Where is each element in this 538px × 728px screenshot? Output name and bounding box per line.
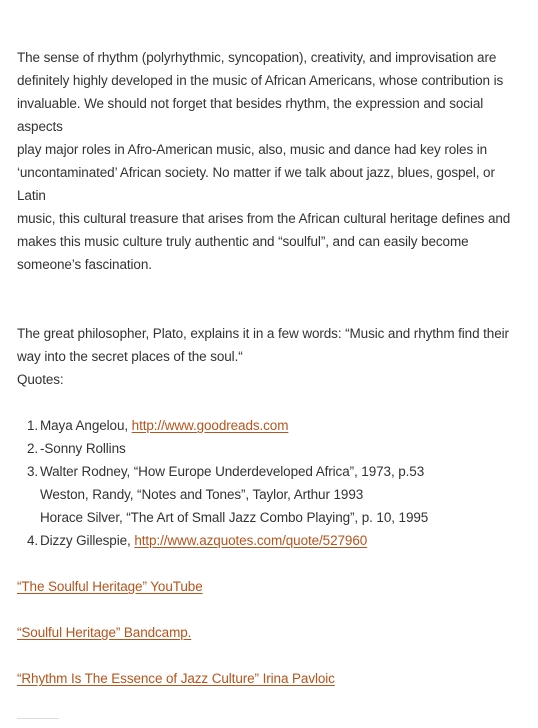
paragraph-line: ‘uncontaminated’ African society. No matter if we talk about jazz, blues, gospel, or xyxy=(17,165,495,180)
goodreads-link[interactable]: http://www.goodreads.com xyxy=(131,418,289,433)
paragraph-line: Latin xyxy=(17,188,46,203)
intro-paragraph xyxy=(17,46,518,276)
resource-youtube xyxy=(17,575,518,598)
paragraph-line: invaluable. We should not forget that besides rhythm, the expression and social xyxy=(17,96,484,111)
resource-bandcamp xyxy=(17,621,518,644)
quote-number: 4. xyxy=(26,533,38,548)
quote-subline: Horace Silver, “The Art of Small Jazz Combo Playing”, p. 10, 1995 xyxy=(40,510,429,525)
resource-article xyxy=(17,667,518,690)
paragraph-line: The sense of rhythm (polyrhythmic, syncopation), creativity, and improvisation are xyxy=(17,50,497,65)
quotes-label: Quotes: xyxy=(17,372,64,387)
quote-item xyxy=(26,437,518,460)
paragraph-line: makes this music culture truly authentic and “soulful”, and can easily become xyxy=(17,234,469,249)
quote-item xyxy=(26,414,518,437)
paragraph-line: someone’s fascination. xyxy=(17,257,152,272)
youtube-link[interactable]: “The Soulful Heritage” YouTube xyxy=(17,579,203,594)
plato-paragraph xyxy=(17,322,518,391)
paragraph-line: way into the secret places of the soul.“ xyxy=(17,349,243,364)
quote-number: 2. xyxy=(26,441,38,456)
quote-text: Maya Angelou, xyxy=(40,418,132,433)
divider xyxy=(17,718,59,719)
quote-number: 3. xyxy=(26,464,38,479)
quote-text: Dizzy Gillespie, xyxy=(40,533,135,548)
quote-subline: Weston, Randy, “Notes and Tones”, Taylor, Arthur 1993 xyxy=(40,487,364,502)
bandcamp-link[interactable]: “Soulful Heritage” Bandcamp. xyxy=(17,625,192,640)
paragraph-line: music, this cultural treasure that arises from the African cultural heritage defines and xyxy=(17,211,511,226)
paragraph-line: definitely highly developed in the music of African Americans, whose contribution is xyxy=(17,73,504,88)
quote-item xyxy=(26,460,518,529)
quote-item xyxy=(26,529,518,552)
quote-text: Walter Rodney, “How Europe Underdeveloped Africa”, 1973, p.53 xyxy=(40,464,425,479)
article-link[interactable]: “Rhythm Is The Essence of Jazz Culture” Irina Pavloic xyxy=(17,671,335,686)
quote-number: 1. xyxy=(26,418,38,433)
paragraph-line: play major roles in Afro-American music, also, music and dance had key roles in xyxy=(17,142,488,157)
quote-text: -Sonny Rollins xyxy=(40,441,126,456)
paragraph-line: aspects xyxy=(17,119,63,134)
azquotes-link[interactable]: http://www.azquotes.com/quote/527960 xyxy=(134,533,368,548)
quotes-list xyxy=(17,414,518,552)
paragraph-line: The great philosopher, Plato, explains it in a few words: “Music and rhythm find their xyxy=(17,326,509,341)
